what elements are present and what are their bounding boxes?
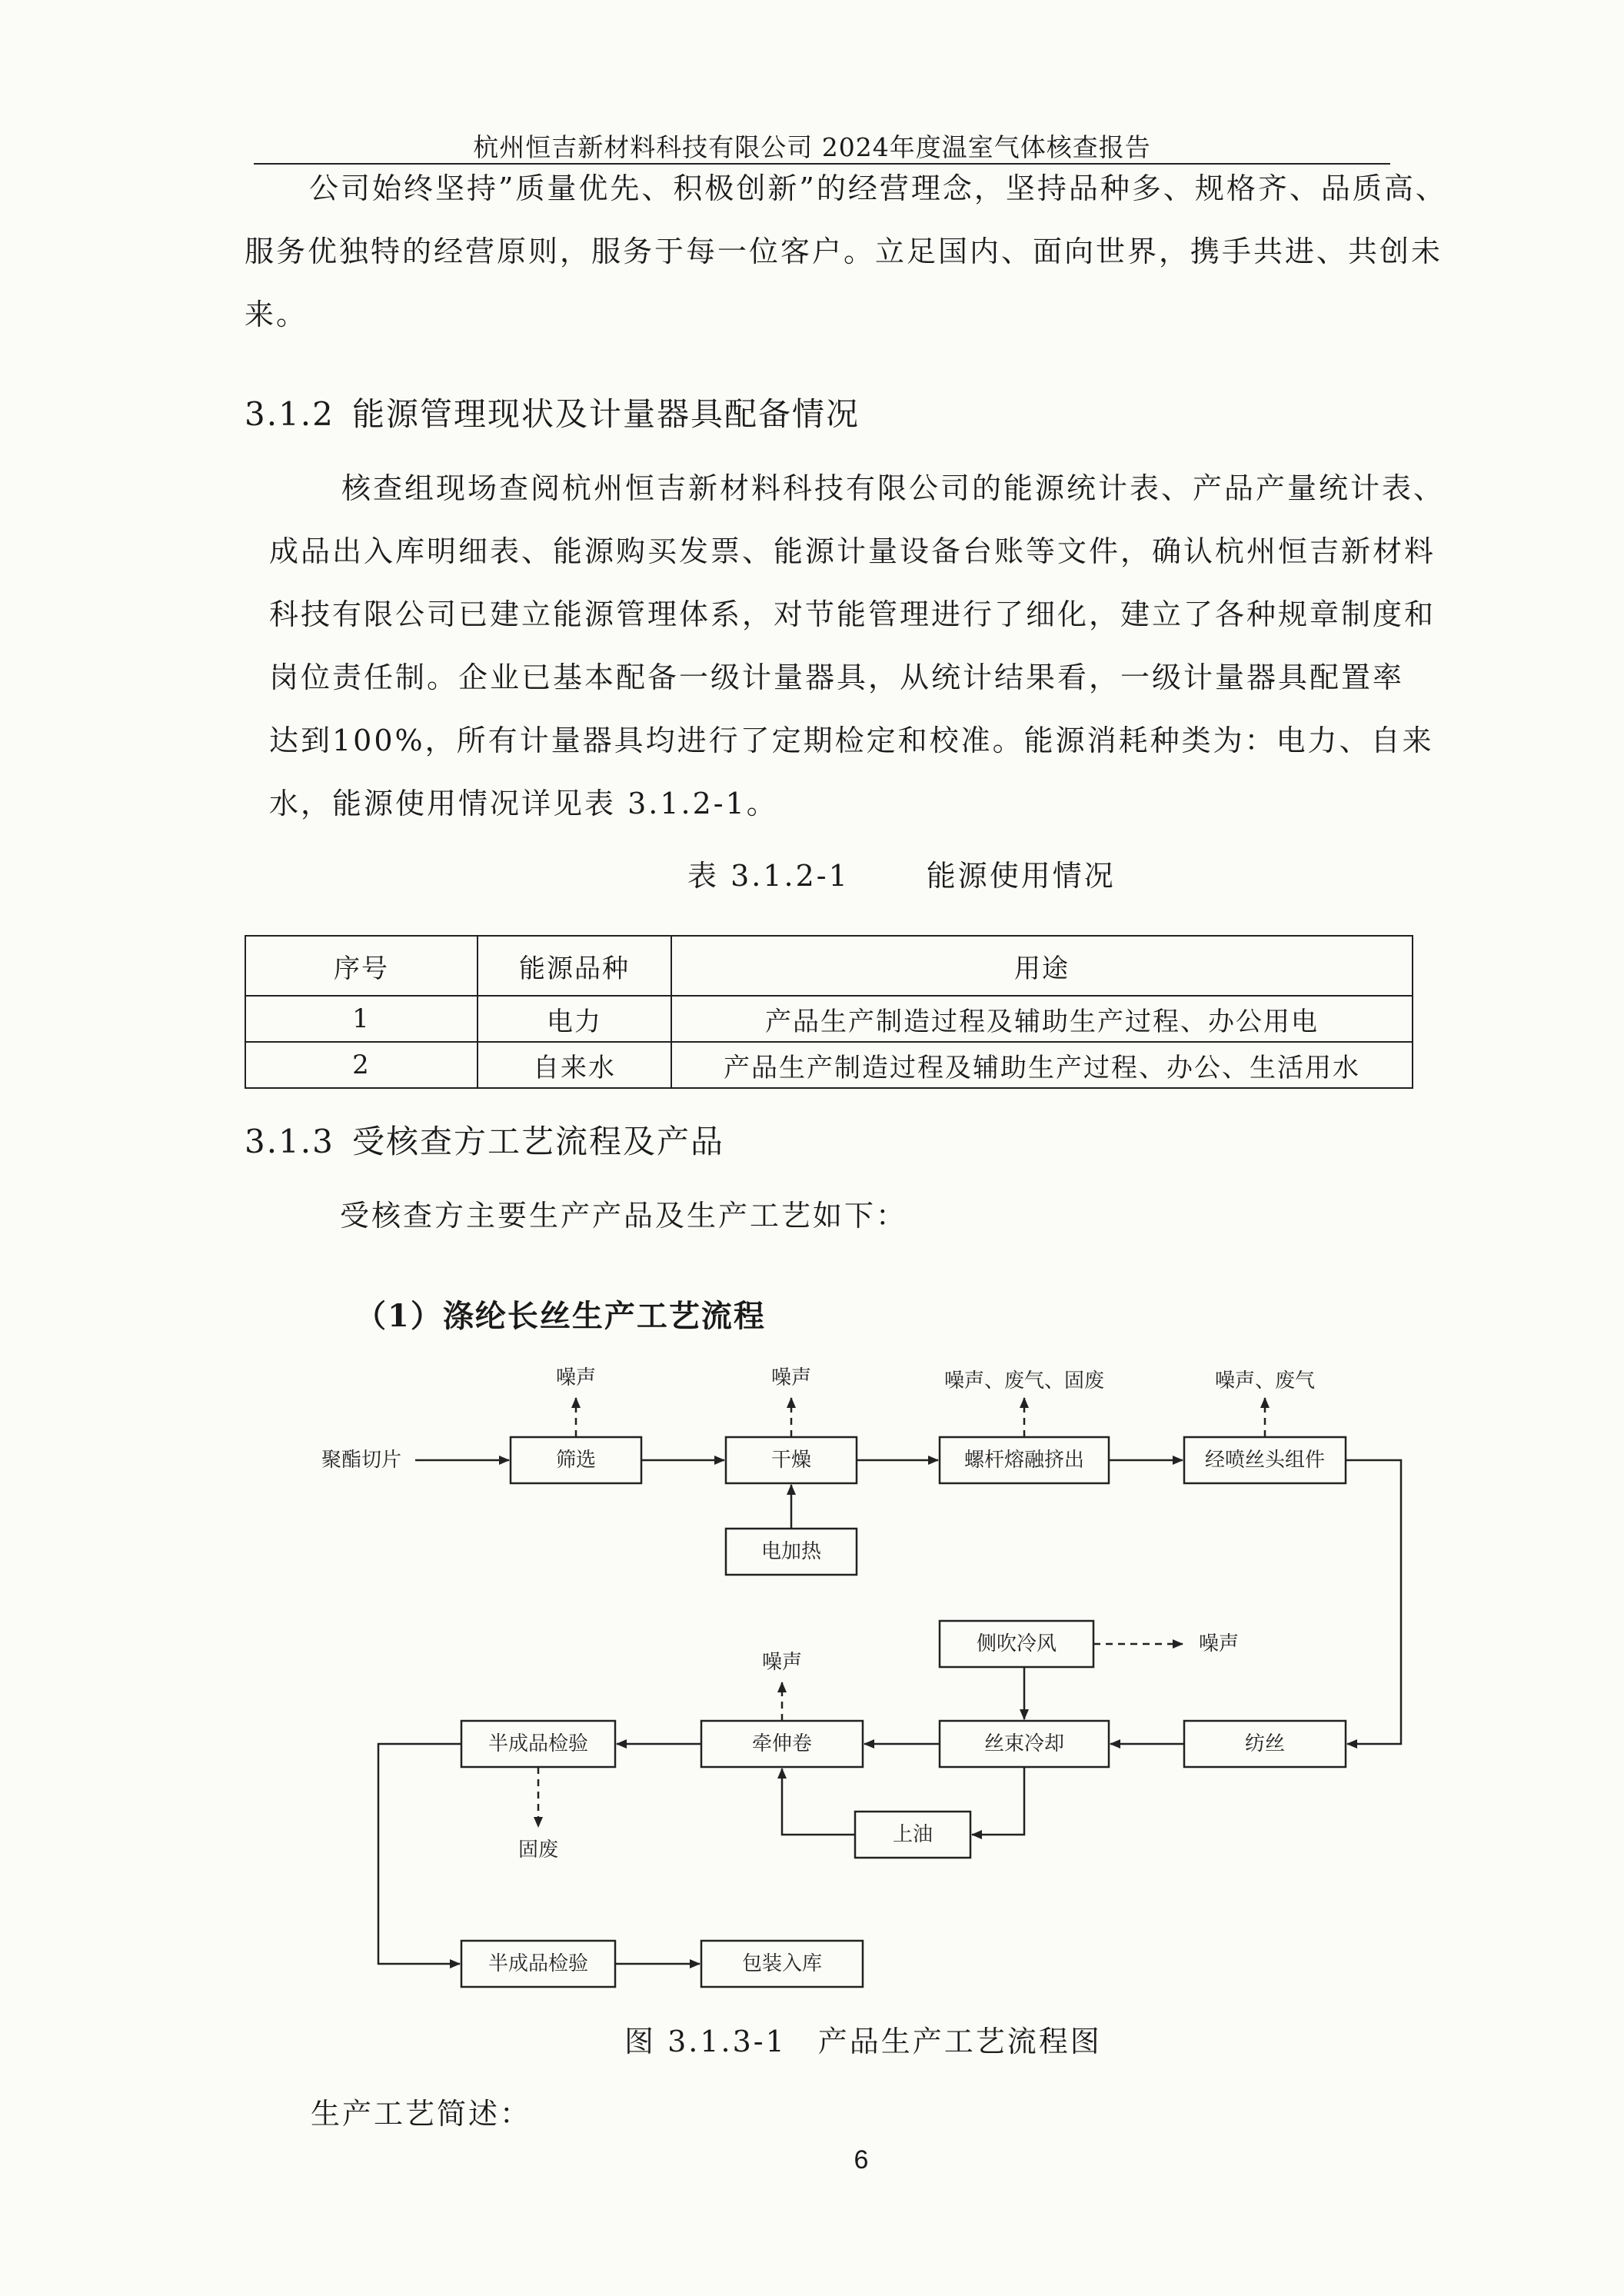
node-label-screen: 筛选 xyxy=(555,1449,597,1472)
node-label-pack: 包装入库 xyxy=(741,1952,823,1975)
figure-caption: 图 3.1.3-1 产品生产工艺流程图 xyxy=(624,2025,1102,2058)
node-label-stretch: 牵伸卷 xyxy=(751,1732,813,1755)
node-label-extrude: 螺杆熔融挤出 xyxy=(963,1449,1085,1472)
table-caption-title: 能源使用情况 xyxy=(926,859,1116,893)
node-label-inspect1: 半成品检验 xyxy=(488,1732,589,1755)
emission-label-extrude: 噪声、废气、固废 xyxy=(943,1369,1105,1393)
table-cell: 产品生产制造过程及辅助生产过程、办公用电 xyxy=(671,996,1413,1042)
emission-label-dry: 噪声 xyxy=(770,1366,812,1389)
node-label-oil: 上油 xyxy=(892,1823,933,1846)
paragraph-line: 岗位责任制。企业已基本配备一级计量器具，从统计结果看，一级计量器具配置率 xyxy=(269,661,1405,694)
intro-line: 来。 xyxy=(245,298,308,331)
node-label-heat: 电加热 xyxy=(760,1540,822,1563)
node-label-cool: 丝束冷却 xyxy=(983,1732,1065,1755)
paragraph-line: 成品出入库明细表、能源购买发票、能源计量设备台账等文件，确认杭州恒吉新材料 xyxy=(269,534,1436,568)
emission-label-inspect1: 固废 xyxy=(517,1838,559,1862)
table-caption-number: 表 3.1.2-1 xyxy=(687,859,850,893)
report-header: 杭州恒吉新材料科技有限公司 2024年度温室气体核查报告 xyxy=(473,132,1151,162)
node-label-sidewind: 侧吹冷风 xyxy=(976,1632,1057,1655)
emission-label-screen: 噪声 xyxy=(555,1366,597,1389)
page-number: 6 xyxy=(854,2145,869,2175)
table-cell: 2 xyxy=(245,1042,478,1088)
paragraph-line: 科技有限公司已建立能源管理体系，对节能管理进行了细化，建立了各种规章制度和 xyxy=(269,597,1436,631)
section-title: 能源管理现状及计量器具配备情况 xyxy=(352,395,860,433)
node-label-inspect2: 半成品检验 xyxy=(488,1952,589,1975)
paragraph-line: 水，能源使用情况详见表 3.1.2-1。 xyxy=(269,787,778,820)
intro-line: 公司始终坚持”质量优先、积极创新”的经营理念，坚持品种多、规格齐、品质高、 xyxy=(309,171,1447,205)
subsection-heading: （1）涤纶长丝生产工艺流程 xyxy=(355,1298,766,1334)
node-label-spin: 纺丝 xyxy=(1244,1732,1286,1755)
section-title: 受核查方工艺流程及产品 xyxy=(352,1123,725,1160)
section-number: 3.1.3 xyxy=(245,1123,334,1160)
table-header-cell: 序号 xyxy=(245,936,478,996)
input-label: 聚酯切片 xyxy=(321,1449,402,1472)
paragraph-line: 达到100%，所有计量器具均进行了定期检定和校准。能源消耗种类为：电力、自来 xyxy=(269,724,1434,757)
emission-label-sidewind: 噪声 xyxy=(1198,1632,1240,1655)
table-cell: 自来水 xyxy=(478,1042,671,1088)
table-header-cell: 能源品种 xyxy=(478,936,671,996)
intro-line: 服务优独特的经营原则，服务于每一位客户。立足国内、面向世界，携手共进、共创未 xyxy=(245,235,1443,268)
section-number: 3.1.2 xyxy=(245,395,334,433)
emission-label-stretch: 噪声 xyxy=(761,1651,803,1674)
table-header-cell: 用途 xyxy=(671,936,1413,996)
table-cell: 产品生产制造过程及辅助生产过程、办公、生活用水 xyxy=(671,1042,1413,1088)
paragraph-line: 核查组现场查阅杭州恒吉新材料科技有限公司的能源统计表、产品产量统计表、 xyxy=(341,471,1446,505)
table-cell: 1 xyxy=(245,996,478,1042)
process-intro: 受核查方主要生产产品及生产工艺如下： xyxy=(340,1199,908,1233)
node-label-spinneret: 经喷丝头组件 xyxy=(1204,1449,1326,1472)
process-summary-heading: 生产工艺简述： xyxy=(311,2097,532,2131)
node-label-dry: 干燥 xyxy=(770,1449,812,1472)
table-cell: 电力 xyxy=(478,996,671,1042)
emission-label-spinneret: 噪声、废气 xyxy=(1214,1369,1316,1393)
